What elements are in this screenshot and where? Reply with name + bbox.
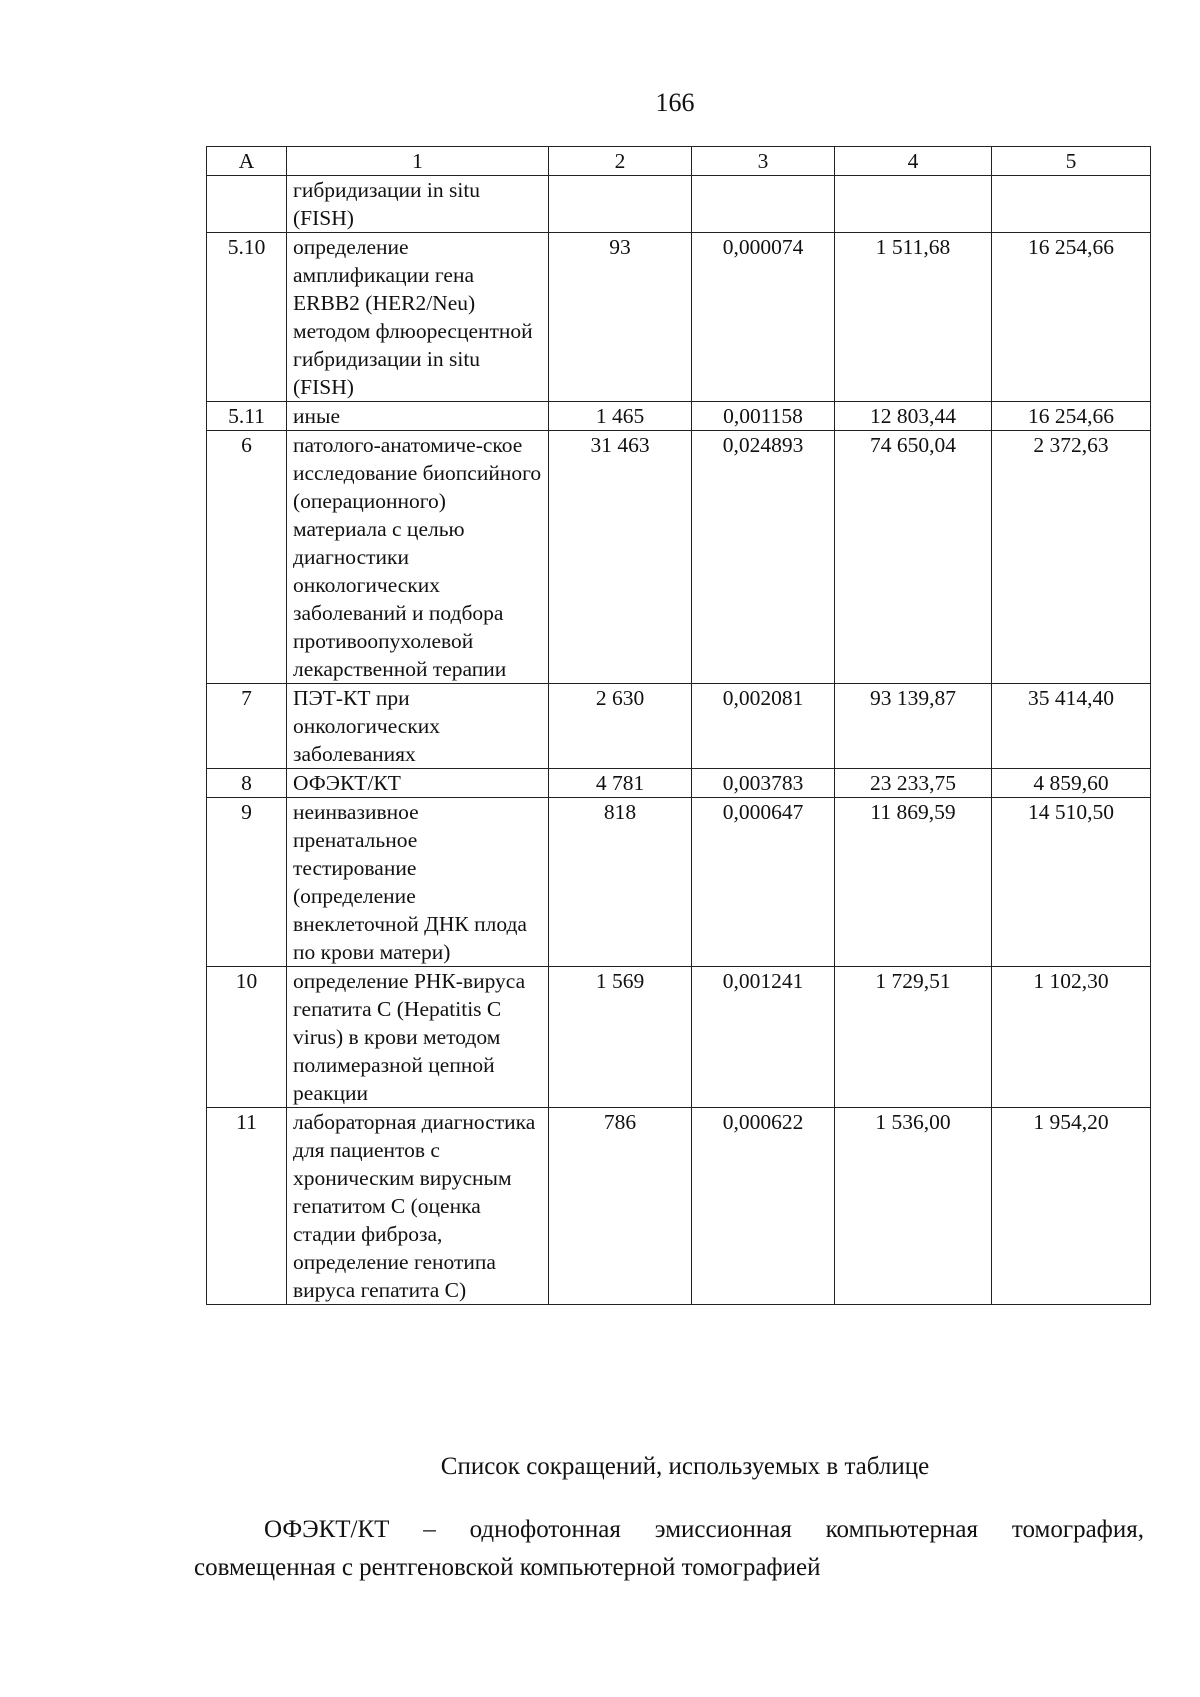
table-row	[207, 769, 1151, 798]
table-row	[207, 431, 1151, 684]
row-number: 6	[207, 431, 287, 684]
row-col-2: 1 465	[549, 402, 692, 431]
row-description: ОФЭКТ/КТ	[287, 769, 549, 798]
abbreviations-title: Список сокращений, используемых в таблице	[440, 1453, 930, 1480]
row-col-2: 2 630	[549, 684, 692, 769]
row-col-4: 23 233,75	[835, 769, 992, 798]
table-row	[207, 684, 1151, 769]
header-col-4: 4	[835, 147, 992, 176]
row-number: 9	[207, 798, 287, 967]
table-row	[207, 1108, 1151, 1305]
row-col-5: 1 954,20	[992, 1108, 1151, 1305]
row-number: 5.11	[207, 402, 287, 431]
row-col-2: 818	[549, 798, 692, 967]
data-table	[206, 146, 1151, 1305]
row-col-5: 1 102,30	[992, 967, 1151, 1108]
row-col-2: 1 569	[549, 967, 692, 1108]
row-col-4: 1 536,00	[835, 1108, 992, 1305]
table-row	[207, 176, 1151, 233]
table-header-row	[207, 147, 1151, 176]
row-number: 11	[207, 1108, 287, 1305]
row-col-5: 2 372,63	[992, 431, 1151, 684]
row-col-2: 93	[549, 233, 692, 402]
header-col-2: 2	[549, 147, 692, 176]
row-col-4: 1 511,68	[835, 233, 992, 402]
row-number: 10	[207, 967, 287, 1108]
row-col-5: 14 510,50	[992, 798, 1151, 967]
row-description: патолого-анатомиче-ское исследование биопсийного (операционного) материала с целью диагностики онкологических заболеваний и подбора противоопухолевой лекарственной терапии	[287, 431, 549, 684]
row-number	[207, 176, 287, 233]
row-col-4: 93 139,87	[835, 684, 992, 769]
page-number: 166	[655, 88, 695, 117]
row-col-3: 0,000074	[692, 233, 835, 402]
row-col-3: 0,001241	[692, 967, 835, 1108]
row-col-4: 74 650,04	[835, 431, 992, 684]
row-col-2: 4 781	[549, 769, 692, 798]
row-col-3: 0,000647	[692, 798, 835, 967]
row-col-3: 0,000622	[692, 1108, 835, 1305]
row-col-4: 1 729,51	[835, 967, 992, 1108]
row-col-3	[692, 176, 835, 233]
row-col-3: 0,024893	[692, 431, 835, 684]
row-col-5: 4 859,60	[992, 769, 1151, 798]
row-description: гибридизации in situ (FISH)	[287, 176, 549, 233]
row-col-5: 35 414,40	[992, 684, 1151, 769]
row-col-5: 16 254,66	[992, 402, 1151, 431]
row-col-3: 0,002081	[692, 684, 835, 769]
header-col-1: 1	[287, 147, 549, 176]
row-description: неинвазивное пренатальное тестирование (определение внеклеточной ДНК плода по крови матери)	[287, 798, 549, 967]
header-col-3: 3	[692, 147, 835, 176]
abbreviation-definition: ОФЭКТ/КТ – однофотонная эмиссионная компьютерная томография, совмещенная с рентгеновской компьютерной томографией	[194, 1516, 1144, 1581]
row-description: лабораторная диагностика для пациентов с хроническим вирусным гепатитом С (оценка стадии фиброза, определение генотипа вируса гепатита С)	[287, 1108, 549, 1305]
row-number: 5.10	[207, 233, 287, 402]
row-description: определение РНК-вируса гепатита С (Hepatitis C virus) в крови методом полимеразной цепной реакции	[287, 967, 549, 1108]
header-col-a: А	[207, 147, 287, 176]
row-col-4	[835, 176, 992, 233]
row-col-3: 0,001158	[692, 402, 835, 431]
row-number: 8	[207, 769, 287, 798]
table-row	[207, 798, 1151, 967]
row-col-2: 786	[549, 1108, 692, 1305]
row-col-5: 16 254,66	[992, 233, 1151, 402]
row-description: определение амплификации гена ERBB2 (HER2/Neu) методом флюоресцентной гибридизации in situ (FISH)	[287, 233, 549, 402]
row-col-2	[549, 176, 692, 233]
row-description: ПЭТ-КТ при онкологических заболеваниях	[287, 684, 549, 769]
row-col-5	[992, 176, 1151, 233]
row-col-4: 11 869,59	[835, 798, 992, 967]
row-col-4: 12 803,44	[835, 402, 992, 431]
row-description: иные	[287, 402, 549, 431]
header-col-5: 5	[992, 147, 1151, 176]
table-row	[207, 402, 1151, 431]
row-col-3: 0,003783	[692, 769, 835, 798]
table-row	[207, 233, 1151, 402]
row-col-2: 31 463	[549, 431, 692, 684]
table-row	[207, 967, 1151, 1108]
row-number: 7	[207, 684, 287, 769]
